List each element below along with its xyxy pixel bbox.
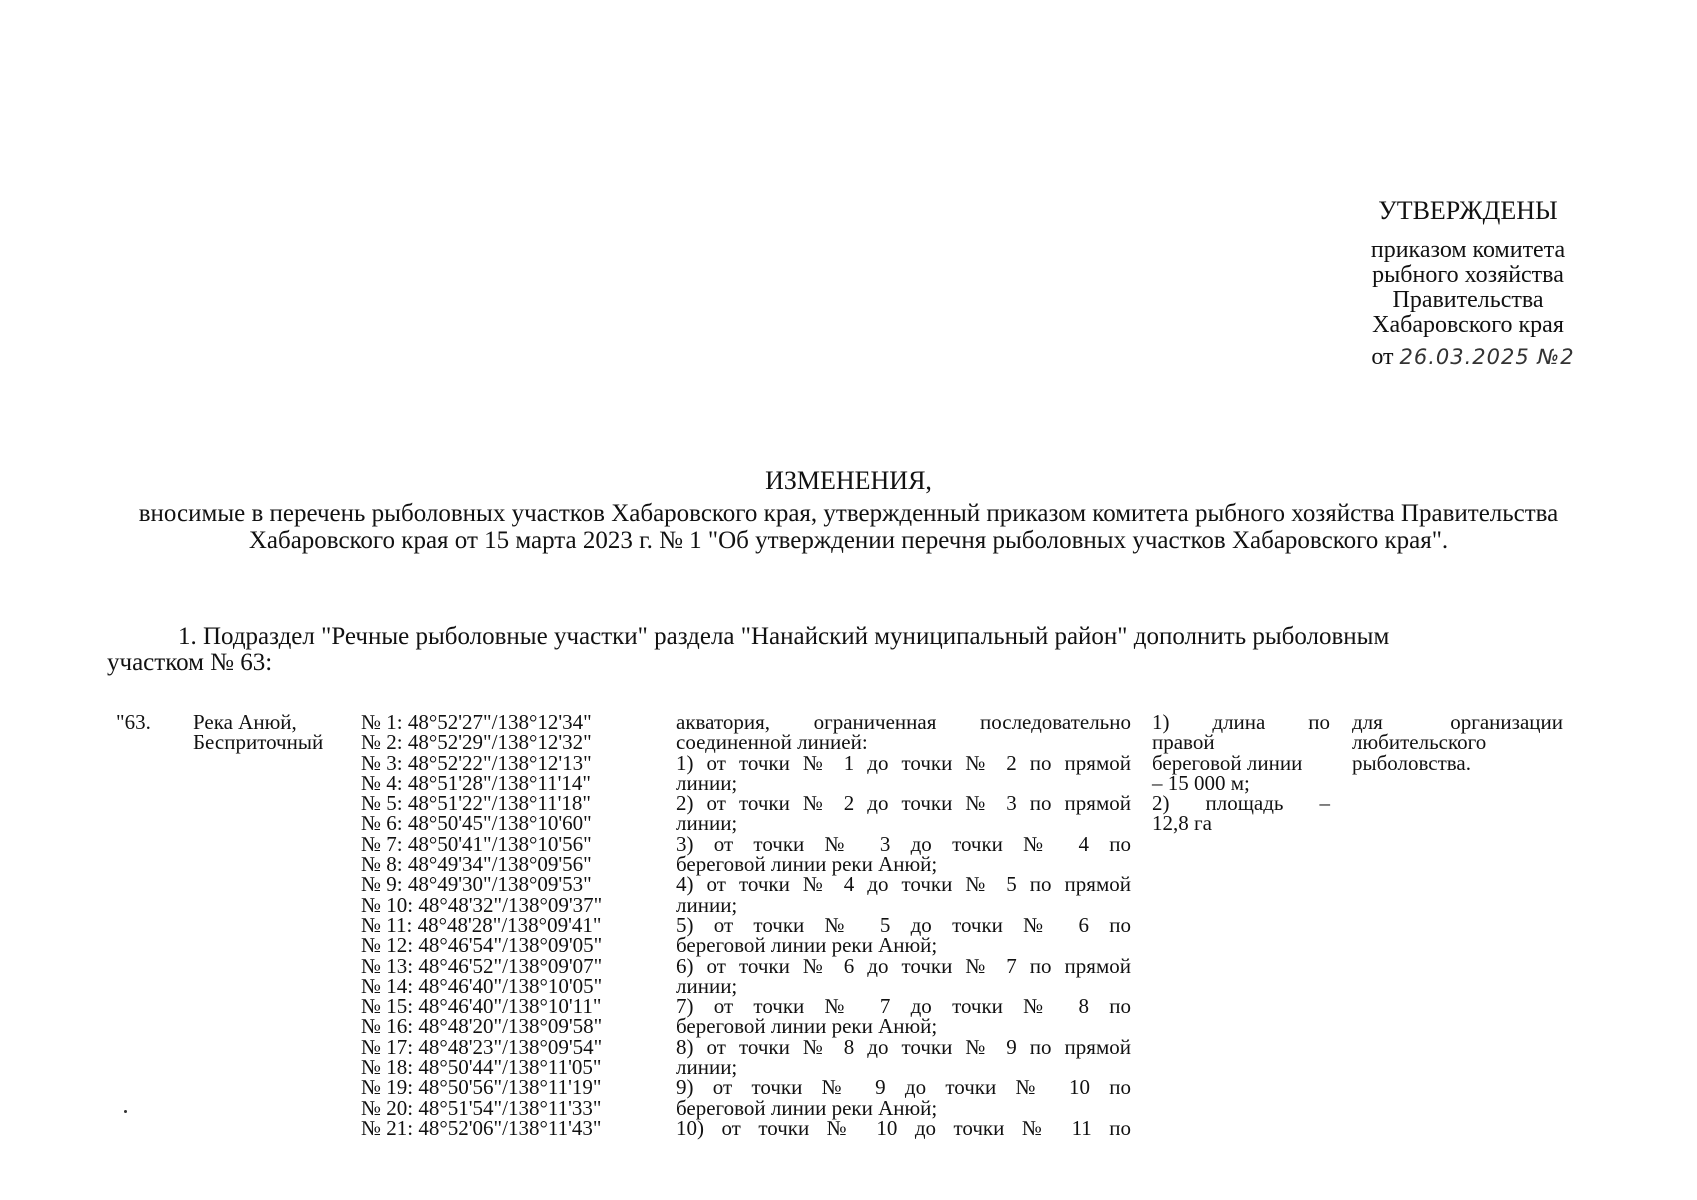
description-line: береговой линии реки Анюй; — [676, 1014, 938, 1039]
coordinate-point: № 11: 48°48'28"/138°09'41" — [361, 912, 602, 937]
plot-number: "63. — [116, 710, 151, 734]
approval-heading: УТВЕРЖДЕНЫ — [1378, 196, 1558, 225]
coordinate-point: № 15: 48°46'40"/138°10'11" — [361, 994, 602, 1019]
paragraph-text: 1. Подраздел "Речные рыболовные участки" раздела "Нанайский муниципальный район" дополнить рыболовным — [178, 623, 1390, 650]
coordinate-point: № 19: 48°50'56"/138°11'19" — [361, 1075, 602, 1100]
purpose-line: рыболовства. — [1352, 750, 1471, 775]
purpose-line: любительского — [1352, 730, 1487, 755]
amendment-paragraph — [107, 624, 1587, 676]
coordinate-point: № 1: 48°52'27"/138°12'34" — [361, 710, 592, 734]
parameter-line: береговой линии — [1152, 750, 1303, 775]
approval-line: приказом комитета — [1370, 237, 1566, 263]
description-line: линии; — [676, 973, 738, 998]
coordinate-point: № 12: 48°46'54"/138°09'05" — [361, 933, 603, 958]
plot-parameters — [1152, 712, 1330, 834]
coordinate-point: № 20: 48°51'54"/138°11'33" — [361, 1095, 602, 1120]
paragraph-text-end: участком № 63: — [107, 649, 273, 676]
boundary-description — [676, 712, 1131, 1138]
coordinate-point: № 17: 48°48'23"/138°09'54" — [361, 1034, 603, 1059]
document-title: ИЗМЕНЕНИЯ, — [765, 466, 932, 495]
approval-date-row — [1318, 342, 1618, 372]
plot-name-line: Бесприточный — [193, 730, 324, 755]
coordinate-point: № 14: 48°46'40"/138°10'05" — [361, 973, 603, 998]
approval-line: Правительства — [1392, 287, 1544, 313]
approval-line: рыбного хозяйства — [1372, 262, 1564, 288]
description-line: соединенной линией: — [676, 730, 868, 755]
coordinate-point: № 10: 48°48'32"/138°09'37" — [361, 892, 603, 917]
parameter-line: правой — [1152, 730, 1215, 755]
coordinate-point: № 7: 48°50'41"/138°10'56" — [361, 831, 592, 856]
handwritten-date: 26.03.2025 №2 — [1399, 345, 1575, 369]
coordinates-list — [361, 712, 661, 1138]
plot-name — [193, 712, 343, 753]
description-line: береговой линии реки Анюй; — [676, 852, 938, 877]
description-line: 4) от точки № 4 до точки № 5 по прямой — [676, 872, 1131, 897]
plot-purpose — [1352, 712, 1563, 773]
document-subtitle: вносимые в перечень рыболовных участков Хабаровского края, утвержденный приказом комитета рыбного хозяйства Правительства Хабаровского края от 15 марта 2023 г. № 1 "Об утверждении перечня рыболовных участков Хабаровского края". — [138, 500, 1559, 554]
description-line: линии; — [676, 892, 738, 917]
approval-line: Хабаровского края — [1372, 312, 1564, 338]
description-line: береговой линии реки Анюй; — [676, 933, 938, 958]
parameter-line: 1) длина по — [1152, 710, 1330, 734]
description-line: 3) от точки № 3 до точки № 4 по — [676, 831, 1131, 856]
description-line: 9) от точки № 9 до точки № 10 по — [676, 1075, 1131, 1100]
description-line: 7) от точки № 7 до точки № 8 по — [676, 994, 1131, 1019]
parameter-line: 12,8 га — [1152, 811, 1212, 836]
description-line: линии; — [676, 811, 738, 836]
description-line: линии; — [676, 770, 738, 795]
parameter-line: – 15 000 м; — [1152, 770, 1250, 795]
coordinate-point: № 3: 48°52'22"/138°12'13" — [361, 750, 592, 775]
coordinate-point: № 16: 48°48'20"/138°09'58" — [361, 1014, 603, 1039]
scan-dot — [124, 1110, 127, 1113]
coordinate-point: № 2: 48°52'29"/138°12'32" — [361, 730, 592, 755]
coordinate-point: № 5: 48°51'22"/138°11'18" — [361, 791, 591, 816]
coordinate-point: № 18: 48°50'44"/138°11'05" — [361, 1055, 602, 1080]
purpose-line: для организации — [1352, 710, 1563, 734]
description-line: 2) от точки № 2 до точки № 3 по прямой — [676, 791, 1131, 816]
coordinate-point: № 9: 48°49'30"/138°09'53" — [361, 872, 592, 897]
description-line: береговой линии реки Анюй; — [676, 1095, 938, 1120]
coordinate-point: № 21: 48°52'06"/138°11'43" — [361, 1115, 602, 1140]
coordinate-point: № 13: 48°46'52"/138°09'07" — [361, 953, 603, 978]
description-line: 6) от точки № 6 до точки № 7 по прямой — [676, 953, 1131, 978]
description-line: акватория, ограниченная последовательно — [676, 710, 1131, 734]
coordinate-point: № 4: 48°51'28"/138°11'14" — [361, 770, 591, 795]
coordinate-point: № 6: 48°50'45"/138°10'60" — [361, 811, 592, 836]
description-line: линии; — [676, 1055, 738, 1080]
coordinate-point: № 8: 48°49'34"/138°09'56" — [361, 852, 592, 877]
date-prefix: от — [1371, 344, 1394, 370]
approval-stamp — [1318, 196, 1618, 372]
description-line: 5) от точки № 5 до точки № 6 по — [676, 912, 1131, 937]
description-line: 10) от точки № 10 до точки № 11 по — [676, 1115, 1131, 1140]
description-line: 1) от точки № 1 до точки № 2 по прямой — [676, 750, 1131, 775]
parameter-line: 2) площадь – — [1152, 791, 1330, 816]
plot-name-line: Река Анюй, — [193, 710, 297, 734]
description-line: 8) от точки № 8 до точки № 9 по прямой — [676, 1034, 1131, 1059]
